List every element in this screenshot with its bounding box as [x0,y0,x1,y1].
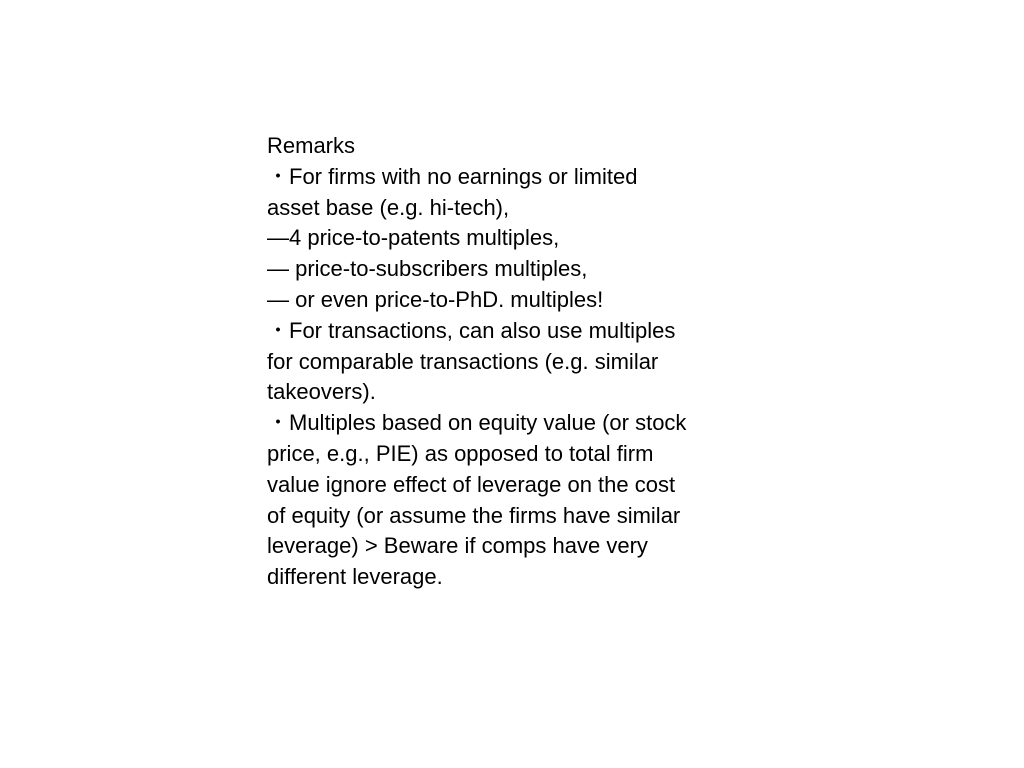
bullet-3-line-6: different leverage. [267,564,443,590]
bullet-3-line-4: of equity (or assume the firms have similar [267,502,681,528]
sub-item-phd: — or even price-to-PhD. multiples! [267,286,604,312]
bullet-1-line-1: ・For firms with no earnings or limited [267,163,638,189]
bullet-2-line-1: ・For transactions, can also use multiples [267,317,676,343]
sub-item-subscribers: — price-to-subscribers multiples, [267,256,588,282]
bullet-3-line-5: leverage) > Beware if comps have very [267,533,648,559]
sub-item-patents: —4 price-to-patents multiples, [267,225,560,251]
bullet-3-line-2: price, e.g., PIE) as opposed to total firm [267,440,654,466]
bullet-3-line-3: value ignore effect of leverage on the cost [267,471,676,497]
remarks-text-block [267,131,767,593]
bullet-2-line-2: for comparable transactions (e.g. similar [267,348,659,374]
bullet-2-line-3: takeovers). [267,379,376,405]
remarks-heading: Remarks [267,133,356,158]
bullet-3-line-1: ・Multiples based on equity value (or stock [267,410,687,436]
bullet-1-line-2: asset base (e.g. hi-tech), [267,194,510,220]
